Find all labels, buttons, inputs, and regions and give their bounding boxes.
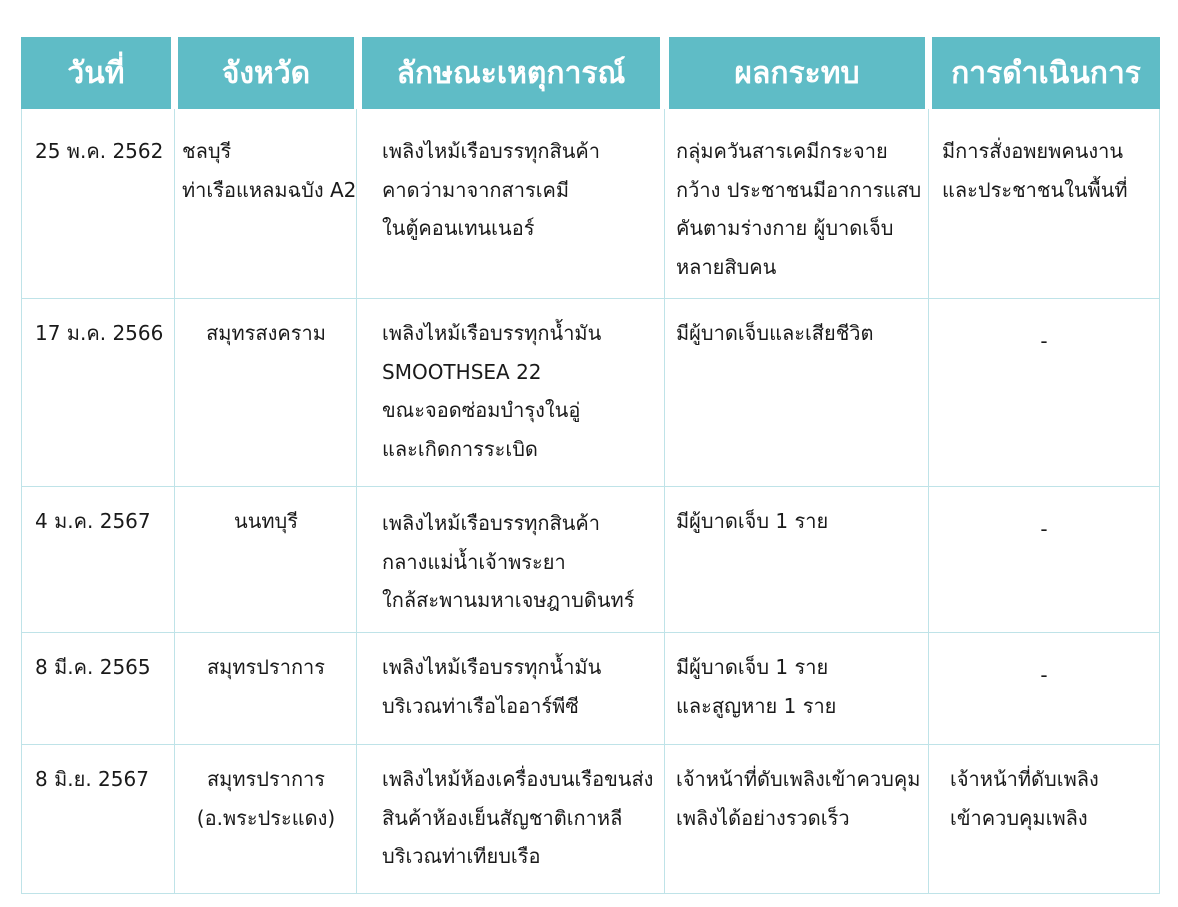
cell-date: 4 ม.ค. 2567 <box>35 509 151 533</box>
cell-action: - <box>1040 329 1048 353</box>
row-divider <box>21 486 1160 487</box>
cell-action: - <box>1040 517 1048 541</box>
cell-event: เพลิงไหม้เรือบรรทุกน้ำมัน SMOOTHSEA 22 ขณะจอดซ่อมบำรุงในอู่ และเกิดการระเบิด <box>382 321 602 461</box>
row-divider <box>21 632 1160 633</box>
column-divider <box>664 109 665 894</box>
row-divider <box>21 298 1160 299</box>
cell-event: เพลิงไหม้เรือบรรทุกสินค้า คาดว่ามาจากสารเคมี ในตู้คอนเทนเนอร์ <box>382 139 601 240</box>
cell-event: เพลิงไหม้ห้องเครื่องบนเรือขนส่ง สินค้าห้องเย็นสัญชาติเกาหลี บริเวณท่าเทียบเรือ <box>382 767 654 868</box>
cell-impact: มีผู้บาดเจ็บ 1 ราย และสูญหาย 1 ราย <box>676 655 837 718</box>
cell-province: ชลบุรี ท่าเรือแหลมฉบัง A2 <box>182 139 357 202</box>
cell-event: เพลิงไหม้เรือบรรทุกสินค้า กลางแม่น้ำเจ้าพระยา ใกล้สะพานมหาเจษฎาบดินทร์ <box>382 511 635 612</box>
cell-date: 17 ม.ค. 2566 <box>35 321 164 345</box>
header-date: วันที่ <box>21 37 171 109</box>
header-event: ลักษณะเหตุการณ์ <box>362 37 660 109</box>
cell-province: นนทบุรี <box>234 509 298 533</box>
cell-action: มีการสั่งอพยพคนงาน และประชาชนในพื้นที่ <box>942 139 1128 202</box>
cell-impact: กลุ่มควันสารเคมีกระจาย กว้าง ประชาชนมีอาการแสบ คันตามร่างกาย ผู้บาดเจ็บ หลายสิบคน <box>676 139 922 279</box>
cell-date: 8 มิ.ย. 2567 <box>35 767 149 791</box>
row-divider <box>21 744 1160 745</box>
cell-impact: มีผู้บาดเจ็บ 1 ราย <box>676 509 829 533</box>
cell-province: สมุทรปราการ <box>206 655 326 679</box>
cell-impact: มีผู้บาดเจ็บและเสียชีวิต <box>676 321 874 345</box>
cell-date: 25 พ.ค. 2562 <box>35 139 164 163</box>
cell-action: - <box>1040 663 1048 687</box>
column-divider <box>928 109 929 894</box>
cell-province: สมุทรสงคราม <box>206 321 326 345</box>
cell-impact: เจ้าหน้าที่ดับเพลิงเข้าควบคุม เพลิงได้อย่างรวดเร็ว <box>676 767 921 830</box>
cell-province: สมุทรปราการ (อ.พระประแดง) <box>196 767 336 830</box>
column-divider <box>356 109 357 894</box>
header-province: จังหวัด <box>178 37 354 109</box>
cell-action: เจ้าหน้าที่ดับเพลิง เข้าควบคุมเพลิง <box>950 767 1099 830</box>
column-divider <box>174 109 175 894</box>
header-impact: ผลกระทบ <box>669 37 925 109</box>
cell-date: 8 มี.ค. 2565 <box>35 655 151 679</box>
header-action: การดำเนินการ <box>932 37 1160 109</box>
cell-event: เพลิงไหม้เรือบรรทุกน้ำมัน บริเวณท่าเรือไออาร์พีซี <box>382 655 602 718</box>
